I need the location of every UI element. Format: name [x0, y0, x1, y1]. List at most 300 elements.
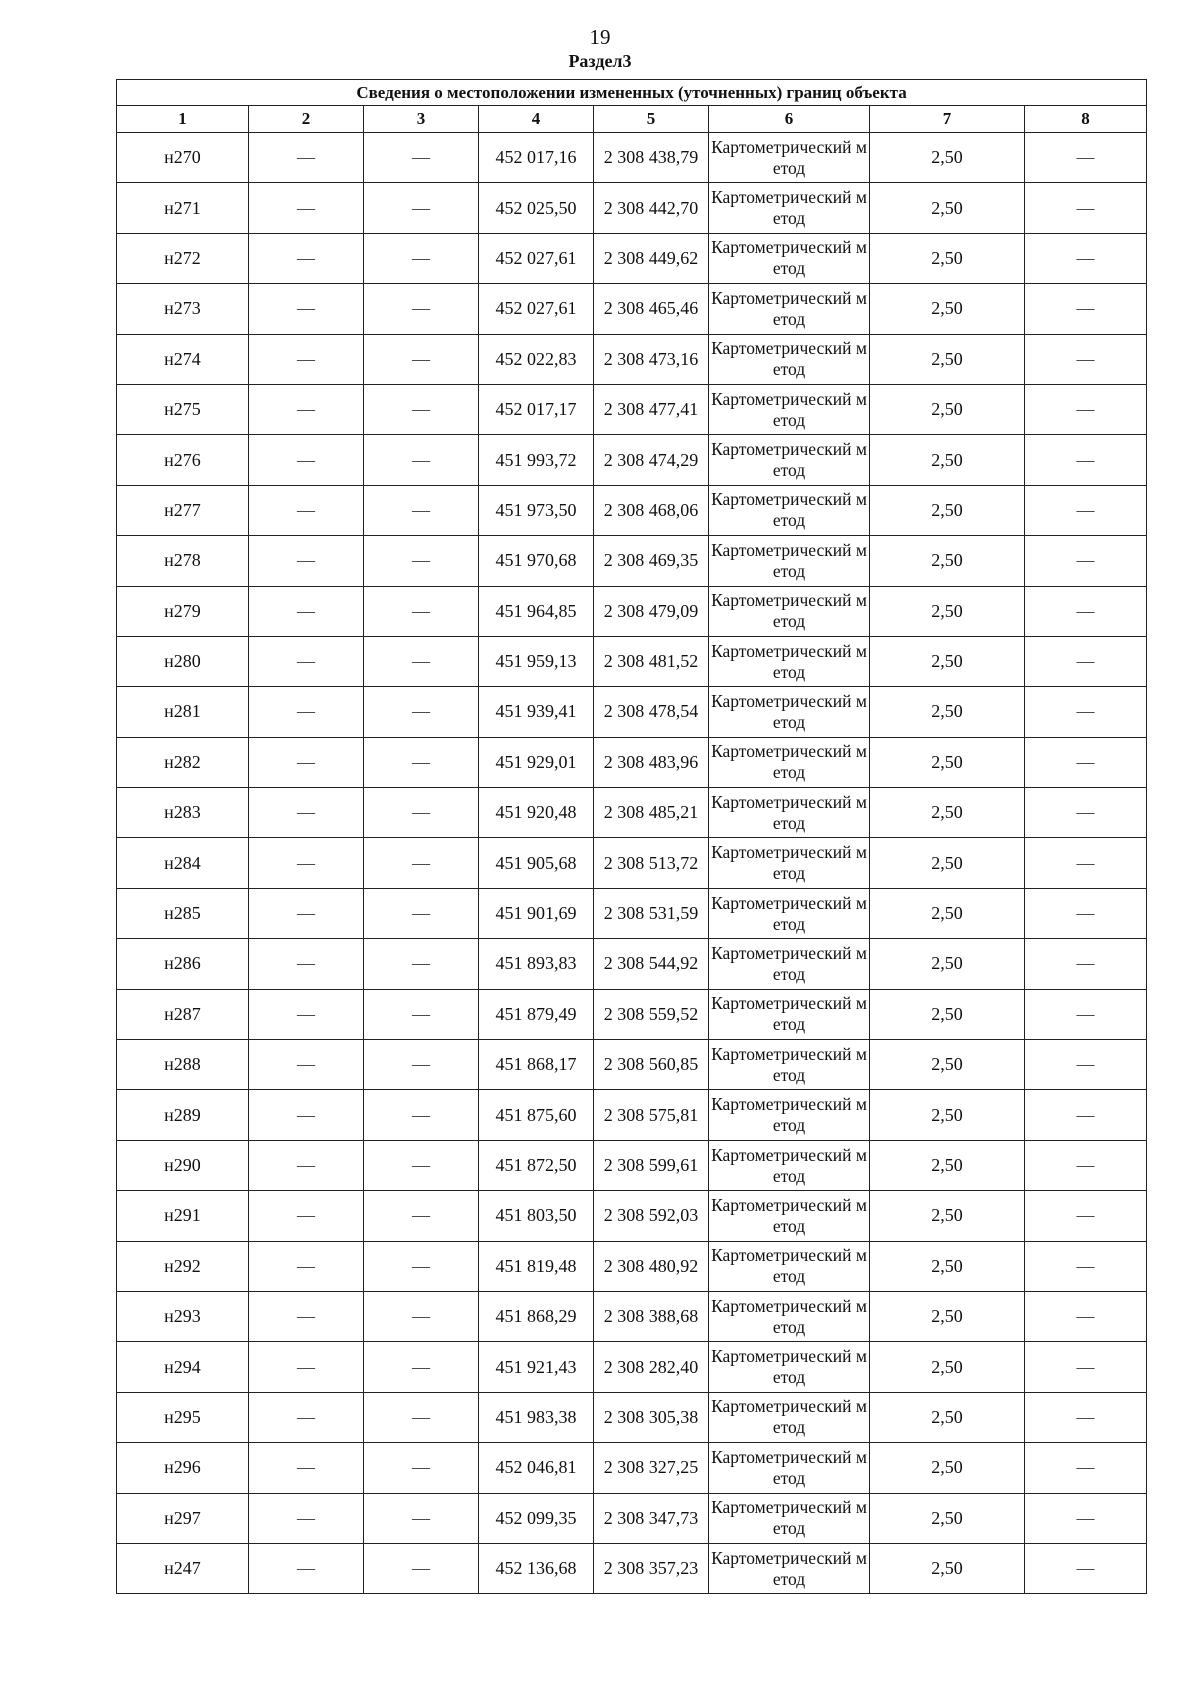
- y-coordinate-cell: 2 308 599,61: [594, 1140, 709, 1190]
- y-coordinate-cell: 2 308 347,73: [594, 1493, 709, 1543]
- table-row: [117, 183, 1147, 233]
- accuracy-cell: 2,50: [870, 1090, 1025, 1140]
- accuracy-cell: 2,50: [870, 334, 1025, 384]
- y-coordinate-cell: 2 308 442,70: [594, 183, 709, 233]
- accuracy-cell: 2,50: [870, 989, 1025, 1039]
- col2-cell: —: [249, 687, 364, 737]
- table-row: [117, 1493, 1147, 1543]
- method-text: Картометрический метод: [711, 1144, 867, 1186]
- x-coordinate-cell: 451 939,41: [479, 687, 594, 737]
- col2-cell: —: [249, 1291, 364, 1341]
- y-coordinate-cell: 2 308 513,72: [594, 838, 709, 888]
- point-id-cell: н284: [117, 838, 249, 888]
- method-text: Картометрический метод: [711, 842, 867, 884]
- method-text: Картометрический метод: [711, 1094, 867, 1136]
- method-cell: [709, 485, 870, 535]
- col8-cell: —: [1025, 384, 1147, 434]
- method-text: Картометрический метод: [711, 1497, 867, 1539]
- col3-cell: —: [364, 1140, 479, 1190]
- table-row: [117, 888, 1147, 938]
- accuracy-cell: 2,50: [870, 1392, 1025, 1442]
- col2-cell: —: [249, 586, 364, 636]
- point-id-cell: н275: [117, 384, 249, 434]
- method-cell: [709, 1241, 870, 1291]
- y-coordinate-cell: 2 308 357,23: [594, 1543, 709, 1593]
- y-coordinate-cell: 2 308 480,92: [594, 1241, 709, 1291]
- method-cell: [709, 334, 870, 384]
- col2-cell: —: [249, 183, 364, 233]
- method-text: Картометрический метод: [711, 1295, 867, 1337]
- col3-cell: —: [364, 636, 479, 686]
- column-header: 6: [709, 106, 870, 133]
- y-coordinate-cell: 2 308 282,40: [594, 1342, 709, 1392]
- col8-cell: —: [1025, 1342, 1147, 1392]
- y-coordinate-cell: 2 308 478,54: [594, 687, 709, 737]
- col2-cell: —: [249, 788, 364, 838]
- method-text: Картометрический метод: [711, 287, 867, 329]
- x-coordinate-cell: 452 022,83: [479, 334, 594, 384]
- col2-cell: —: [249, 838, 364, 888]
- col2-cell: —: [249, 1191, 364, 1241]
- col3-cell: —: [364, 435, 479, 485]
- col8-cell: —: [1025, 334, 1147, 384]
- x-coordinate-cell: 451 970,68: [479, 536, 594, 586]
- point-id-cell: н291: [117, 1191, 249, 1241]
- col3-cell: —: [364, 838, 479, 888]
- x-coordinate-cell: 452 136,68: [479, 1543, 594, 1593]
- y-coordinate-cell: 2 308 327,25: [594, 1443, 709, 1493]
- table-row: [117, 435, 1147, 485]
- method-text: Картометрический метод: [711, 136, 867, 178]
- col8-cell: —: [1025, 1140, 1147, 1190]
- point-id-cell: н273: [117, 284, 249, 334]
- table-row: [117, 1342, 1147, 1392]
- col8-cell: —: [1025, 989, 1147, 1039]
- x-coordinate-cell: 452 025,50: [479, 183, 594, 233]
- accuracy-cell: 2,50: [870, 1543, 1025, 1593]
- point-id-cell: н286: [117, 939, 249, 989]
- col8-cell: —: [1025, 233, 1147, 283]
- col2-cell: —: [249, 939, 364, 989]
- table-row: [117, 636, 1147, 686]
- col8-cell: —: [1025, 888, 1147, 938]
- method-cell: [709, 384, 870, 434]
- col8-cell: —: [1025, 1291, 1147, 1341]
- col8-cell: —: [1025, 939, 1147, 989]
- column-header: 7: [870, 106, 1025, 133]
- point-id-cell: н295: [117, 1392, 249, 1442]
- col8-cell: —: [1025, 687, 1147, 737]
- y-coordinate-cell: 2 308 575,81: [594, 1090, 709, 1140]
- col2-cell: —: [249, 435, 364, 485]
- col3-cell: —: [364, 788, 479, 838]
- method-cell: [709, 1392, 870, 1442]
- method-cell: [709, 586, 870, 636]
- table-body: [117, 133, 1147, 1594]
- x-coordinate-cell: 451 983,38: [479, 1392, 594, 1442]
- y-coordinate-cell: 2 308 483,96: [594, 737, 709, 787]
- col3-cell: —: [364, 586, 479, 636]
- method-text: Картометрический метод: [711, 1346, 867, 1388]
- method-text: Картометрический метод: [711, 439, 867, 481]
- table-row: [117, 1191, 1147, 1241]
- col8-cell: —: [1025, 788, 1147, 838]
- col3-cell: —: [364, 989, 479, 1039]
- point-id-cell: н280: [117, 636, 249, 686]
- col2-cell: —: [249, 384, 364, 434]
- col3-cell: —: [364, 485, 479, 535]
- col3-cell: —: [364, 1543, 479, 1593]
- col3-cell: —: [364, 284, 479, 334]
- table-row: [117, 586, 1147, 636]
- table-row: [117, 284, 1147, 334]
- method-cell: [709, 989, 870, 1039]
- point-id-cell: н285: [117, 888, 249, 938]
- col3-cell: —: [364, 1443, 479, 1493]
- col2-cell: —: [249, 1040, 364, 1090]
- y-coordinate-cell: 2 308 469,35: [594, 536, 709, 586]
- method-cell: [709, 939, 870, 989]
- point-id-cell: н276: [117, 435, 249, 485]
- table-row: [117, 1392, 1147, 1442]
- accuracy-cell: 2,50: [870, 536, 1025, 586]
- x-coordinate-cell: 451 959,13: [479, 636, 594, 686]
- accuracy-cell: 2,50: [870, 737, 1025, 787]
- col2-cell: —: [249, 485, 364, 535]
- method-cell: [709, 1493, 870, 1543]
- col2-cell: —: [249, 1140, 364, 1190]
- boundary-table: [116, 79, 1147, 1594]
- col3-cell: —: [364, 888, 479, 938]
- table-row: [117, 1291, 1147, 1341]
- col8-cell: —: [1025, 1241, 1147, 1291]
- method-text: Картометрический метод: [711, 539, 867, 581]
- x-coordinate-cell: 451 905,68: [479, 838, 594, 888]
- col8-cell: —: [1025, 485, 1147, 535]
- table-caption-row: [117, 80, 1147, 106]
- col2-cell: —: [249, 636, 364, 686]
- y-coordinate-cell: 2 308 479,09: [594, 586, 709, 636]
- column-header: 4: [479, 106, 594, 133]
- x-coordinate-cell: 451 901,69: [479, 888, 594, 938]
- accuracy-cell: 2,50: [870, 939, 1025, 989]
- point-id-cell: н296: [117, 1443, 249, 1493]
- accuracy-cell: 2,50: [870, 1191, 1025, 1241]
- col3-cell: —: [364, 536, 479, 586]
- accuracy-cell: 2,50: [870, 435, 1025, 485]
- method-text: Картометрический метод: [711, 1043, 867, 1085]
- method-text: Картометрический метод: [711, 237, 867, 279]
- page-number: 19: [589, 25, 611, 49]
- table-row: [117, 334, 1147, 384]
- y-coordinate-cell: 2 308 465,46: [594, 284, 709, 334]
- col8-cell: —: [1025, 1392, 1147, 1442]
- table-row: [117, 1443, 1147, 1493]
- method-text: Картометрический метод: [711, 1446, 867, 1488]
- method-text: Картометрический метод: [711, 1547, 867, 1589]
- col3-cell: —: [364, 939, 479, 989]
- accuracy-cell: 2,50: [870, 183, 1025, 233]
- method-cell: [709, 183, 870, 233]
- y-coordinate-cell: 2 308 305,38: [594, 1392, 709, 1442]
- x-coordinate-cell: 451 921,43: [479, 1342, 594, 1392]
- method-cell: [709, 1040, 870, 1090]
- point-id-cell: н294: [117, 1342, 249, 1392]
- table-row: [117, 838, 1147, 888]
- table-row: [117, 536, 1147, 586]
- col8-cell: —: [1025, 586, 1147, 636]
- x-coordinate-cell: 452 027,61: [479, 284, 594, 334]
- method-cell: [709, 1191, 870, 1241]
- accuracy-cell: 2,50: [870, 888, 1025, 938]
- col3-cell: —: [364, 1241, 479, 1291]
- y-coordinate-cell: 2 308 531,59: [594, 888, 709, 938]
- point-id-cell: н274: [117, 334, 249, 384]
- table-row: [117, 737, 1147, 787]
- method-cell: [709, 1443, 870, 1493]
- x-coordinate-cell: 451 973,50: [479, 485, 594, 535]
- col8-cell: —: [1025, 1443, 1147, 1493]
- accuracy-cell: 2,50: [870, 636, 1025, 686]
- point-id-cell: н277: [117, 485, 249, 535]
- col3-cell: —: [364, 1493, 479, 1543]
- col2-cell: —: [249, 1543, 364, 1593]
- col2-cell: —: [249, 1090, 364, 1140]
- col2-cell: —: [249, 334, 364, 384]
- method-text: Картометрический метод: [711, 388, 867, 430]
- col3-cell: —: [364, 233, 479, 283]
- col3-cell: —: [364, 1392, 479, 1442]
- method-text: Картометрический метод: [711, 690, 867, 732]
- method-text: Картометрический метод: [711, 1245, 867, 1287]
- x-coordinate-cell: 452 017,17: [479, 384, 594, 434]
- method-text: Картометрический метод: [711, 187, 867, 229]
- column-header: 3: [364, 106, 479, 133]
- x-coordinate-cell: 451 993,72: [479, 435, 594, 485]
- table-row: [117, 1140, 1147, 1190]
- col3-cell: —: [364, 1342, 479, 1392]
- point-id-cell: н289: [117, 1090, 249, 1140]
- point-id-cell: н292: [117, 1241, 249, 1291]
- y-coordinate-cell: 2 308 474,29: [594, 435, 709, 485]
- col8-cell: —: [1025, 1543, 1147, 1593]
- x-coordinate-cell: 452 017,16: [479, 133, 594, 183]
- method-cell: [709, 888, 870, 938]
- x-coordinate-cell: 451 819,48: [479, 1241, 594, 1291]
- table-row: [117, 1090, 1147, 1140]
- method-text: Картометрический метод: [711, 338, 867, 380]
- x-coordinate-cell: 451 879,49: [479, 989, 594, 1039]
- col2-cell: —: [249, 1241, 364, 1291]
- x-coordinate-cell: 451 893,83: [479, 939, 594, 989]
- col3-cell: —: [364, 1291, 479, 1341]
- point-id-cell: н293: [117, 1291, 249, 1341]
- x-coordinate-cell: 452 027,61: [479, 233, 594, 283]
- x-coordinate-cell: 451 875,60: [479, 1090, 594, 1140]
- y-coordinate-cell: 2 308 560,85: [594, 1040, 709, 1090]
- y-coordinate-cell: 2 308 388,68: [594, 1291, 709, 1341]
- method-cell: [709, 233, 870, 283]
- col3-cell: —: [364, 133, 479, 183]
- accuracy-cell: 2,50: [870, 284, 1025, 334]
- method-cell: [709, 536, 870, 586]
- col8-cell: —: [1025, 1191, 1147, 1241]
- method-cell: [709, 435, 870, 485]
- method-cell: [709, 636, 870, 686]
- col8-cell: —: [1025, 536, 1147, 586]
- point-id-cell: н288: [117, 1040, 249, 1090]
- accuracy-cell: 2,50: [870, 1493, 1025, 1543]
- col3-cell: —: [364, 687, 479, 737]
- method-cell: [709, 1140, 870, 1190]
- col8-cell: —: [1025, 284, 1147, 334]
- y-coordinate-cell: 2 308 473,16: [594, 334, 709, 384]
- table-row: [117, 485, 1147, 535]
- col8-cell: —: [1025, 133, 1147, 183]
- y-coordinate-cell: 2 308 438,79: [594, 133, 709, 183]
- point-id-cell: н272: [117, 233, 249, 283]
- x-coordinate-cell: 451 803,50: [479, 1191, 594, 1241]
- point-id-cell: н271: [117, 183, 249, 233]
- col2-cell: —: [249, 233, 364, 283]
- y-coordinate-cell: 2 308 544,92: [594, 939, 709, 989]
- method-cell: [709, 838, 870, 888]
- col3-cell: —: [364, 1191, 479, 1241]
- method-text: Картометрический метод: [711, 489, 867, 531]
- x-coordinate-cell: 452 046,81: [479, 1443, 594, 1493]
- method-text: Картометрический метод: [711, 1194, 867, 1236]
- point-id-cell: н281: [117, 687, 249, 737]
- method-cell: [709, 1543, 870, 1593]
- accuracy-cell: 2,50: [870, 788, 1025, 838]
- col2-cell: —: [249, 536, 364, 586]
- accuracy-cell: 2,50: [870, 1040, 1025, 1090]
- method-text: Картометрический метод: [711, 741, 867, 783]
- accuracy-cell: 2,50: [870, 133, 1025, 183]
- col2-cell: —: [249, 1392, 364, 1442]
- method-cell: [709, 284, 870, 334]
- point-id-cell: н278: [117, 536, 249, 586]
- column-header: 5: [594, 106, 709, 133]
- accuracy-cell: 2,50: [870, 1443, 1025, 1493]
- method-cell: [709, 737, 870, 787]
- method-text: Картометрический метод: [711, 640, 867, 682]
- y-coordinate-cell: 2 308 481,52: [594, 636, 709, 686]
- column-header: 1: [117, 106, 249, 133]
- col8-cell: —: [1025, 1040, 1147, 1090]
- point-id-cell: н287: [117, 989, 249, 1039]
- col8-cell: —: [1025, 636, 1147, 686]
- col3-cell: —: [364, 384, 479, 434]
- accuracy-cell: 2,50: [870, 384, 1025, 434]
- col2-cell: —: [249, 989, 364, 1039]
- accuracy-cell: 2,50: [870, 1140, 1025, 1190]
- col8-cell: —: [1025, 737, 1147, 787]
- point-id-cell: н290: [117, 1140, 249, 1190]
- point-id-cell: н270: [117, 133, 249, 183]
- column-header: 8: [1025, 106, 1147, 133]
- point-id-cell: н297: [117, 1493, 249, 1543]
- table-row: [117, 1241, 1147, 1291]
- method-cell: [709, 133, 870, 183]
- column-header: 2: [249, 106, 364, 133]
- method-cell: [709, 788, 870, 838]
- col3-cell: —: [364, 334, 479, 384]
- y-coordinate-cell: 2 308 468,06: [594, 485, 709, 535]
- col2-cell: —: [249, 1493, 364, 1543]
- point-id-cell: н247: [117, 1543, 249, 1593]
- method-text: Картометрический метод: [711, 993, 867, 1035]
- col8-cell: —: [1025, 435, 1147, 485]
- col2-cell: —: [249, 133, 364, 183]
- method-text: Картометрический метод: [711, 791, 867, 833]
- method-cell: [709, 1342, 870, 1392]
- point-id-cell: н283: [117, 788, 249, 838]
- x-coordinate-cell: 451 868,29: [479, 1291, 594, 1341]
- col2-cell: —: [249, 1443, 364, 1493]
- x-coordinate-cell: 451 872,50: [479, 1140, 594, 1190]
- y-coordinate-cell: 2 308 449,62: [594, 233, 709, 283]
- accuracy-cell: 2,50: [870, 1291, 1025, 1341]
- accuracy-cell: 2,50: [870, 233, 1025, 283]
- method-text: Картометрический метод: [711, 1396, 867, 1438]
- accuracy-cell: 2,50: [870, 586, 1025, 636]
- method-text: Картометрический метод: [711, 892, 867, 934]
- point-id-cell: н282: [117, 737, 249, 787]
- col3-cell: —: [364, 737, 479, 787]
- method-cell: [709, 1090, 870, 1140]
- method-text: Картометрический метод: [711, 942, 867, 984]
- table-row: [117, 687, 1147, 737]
- col2-cell: —: [249, 737, 364, 787]
- table-row: [117, 939, 1147, 989]
- x-coordinate-cell: 451 868,17: [479, 1040, 594, 1090]
- x-coordinate-cell: 451 964,85: [479, 586, 594, 636]
- y-coordinate-cell: 2 308 485,21: [594, 788, 709, 838]
- col8-cell: —: [1025, 1493, 1147, 1543]
- accuracy-cell: 2,50: [870, 838, 1025, 888]
- table-row: [117, 788, 1147, 838]
- col8-cell: —: [1025, 1090, 1147, 1140]
- col3-cell: —: [364, 1090, 479, 1140]
- x-coordinate-cell: 451 929,01: [479, 737, 594, 787]
- table-row: [117, 384, 1147, 434]
- table-header-row: [117, 106, 1147, 133]
- x-coordinate-cell: 451 920,48: [479, 788, 594, 838]
- table-row: [117, 1543, 1147, 1593]
- table-row: [117, 989, 1147, 1039]
- section-title: Раздел3: [568, 51, 632, 71]
- col2-cell: —: [249, 888, 364, 938]
- table-row: [117, 133, 1147, 183]
- x-coordinate-cell: 452 099,35: [479, 1493, 594, 1543]
- method-cell: [709, 687, 870, 737]
- y-coordinate-cell: 2 308 477,41: [594, 384, 709, 434]
- method-text: Картометрический метод: [711, 590, 867, 632]
- accuracy-cell: 2,50: [870, 485, 1025, 535]
- table-row: [117, 1040, 1147, 1090]
- col2-cell: —: [249, 1342, 364, 1392]
- accuracy-cell: 2,50: [870, 1241, 1025, 1291]
- col2-cell: —: [249, 284, 364, 334]
- table-caption: Сведения о местоположении измененных (уточненных) границ объекта: [117, 80, 1147, 106]
- table-row: [117, 233, 1147, 283]
- point-id-cell: н279: [117, 586, 249, 636]
- y-coordinate-cell: 2 308 559,52: [594, 989, 709, 1039]
- col8-cell: —: [1025, 838, 1147, 888]
- accuracy-cell: 2,50: [870, 1342, 1025, 1392]
- y-coordinate-cell: 2 308 592,03: [594, 1191, 709, 1241]
